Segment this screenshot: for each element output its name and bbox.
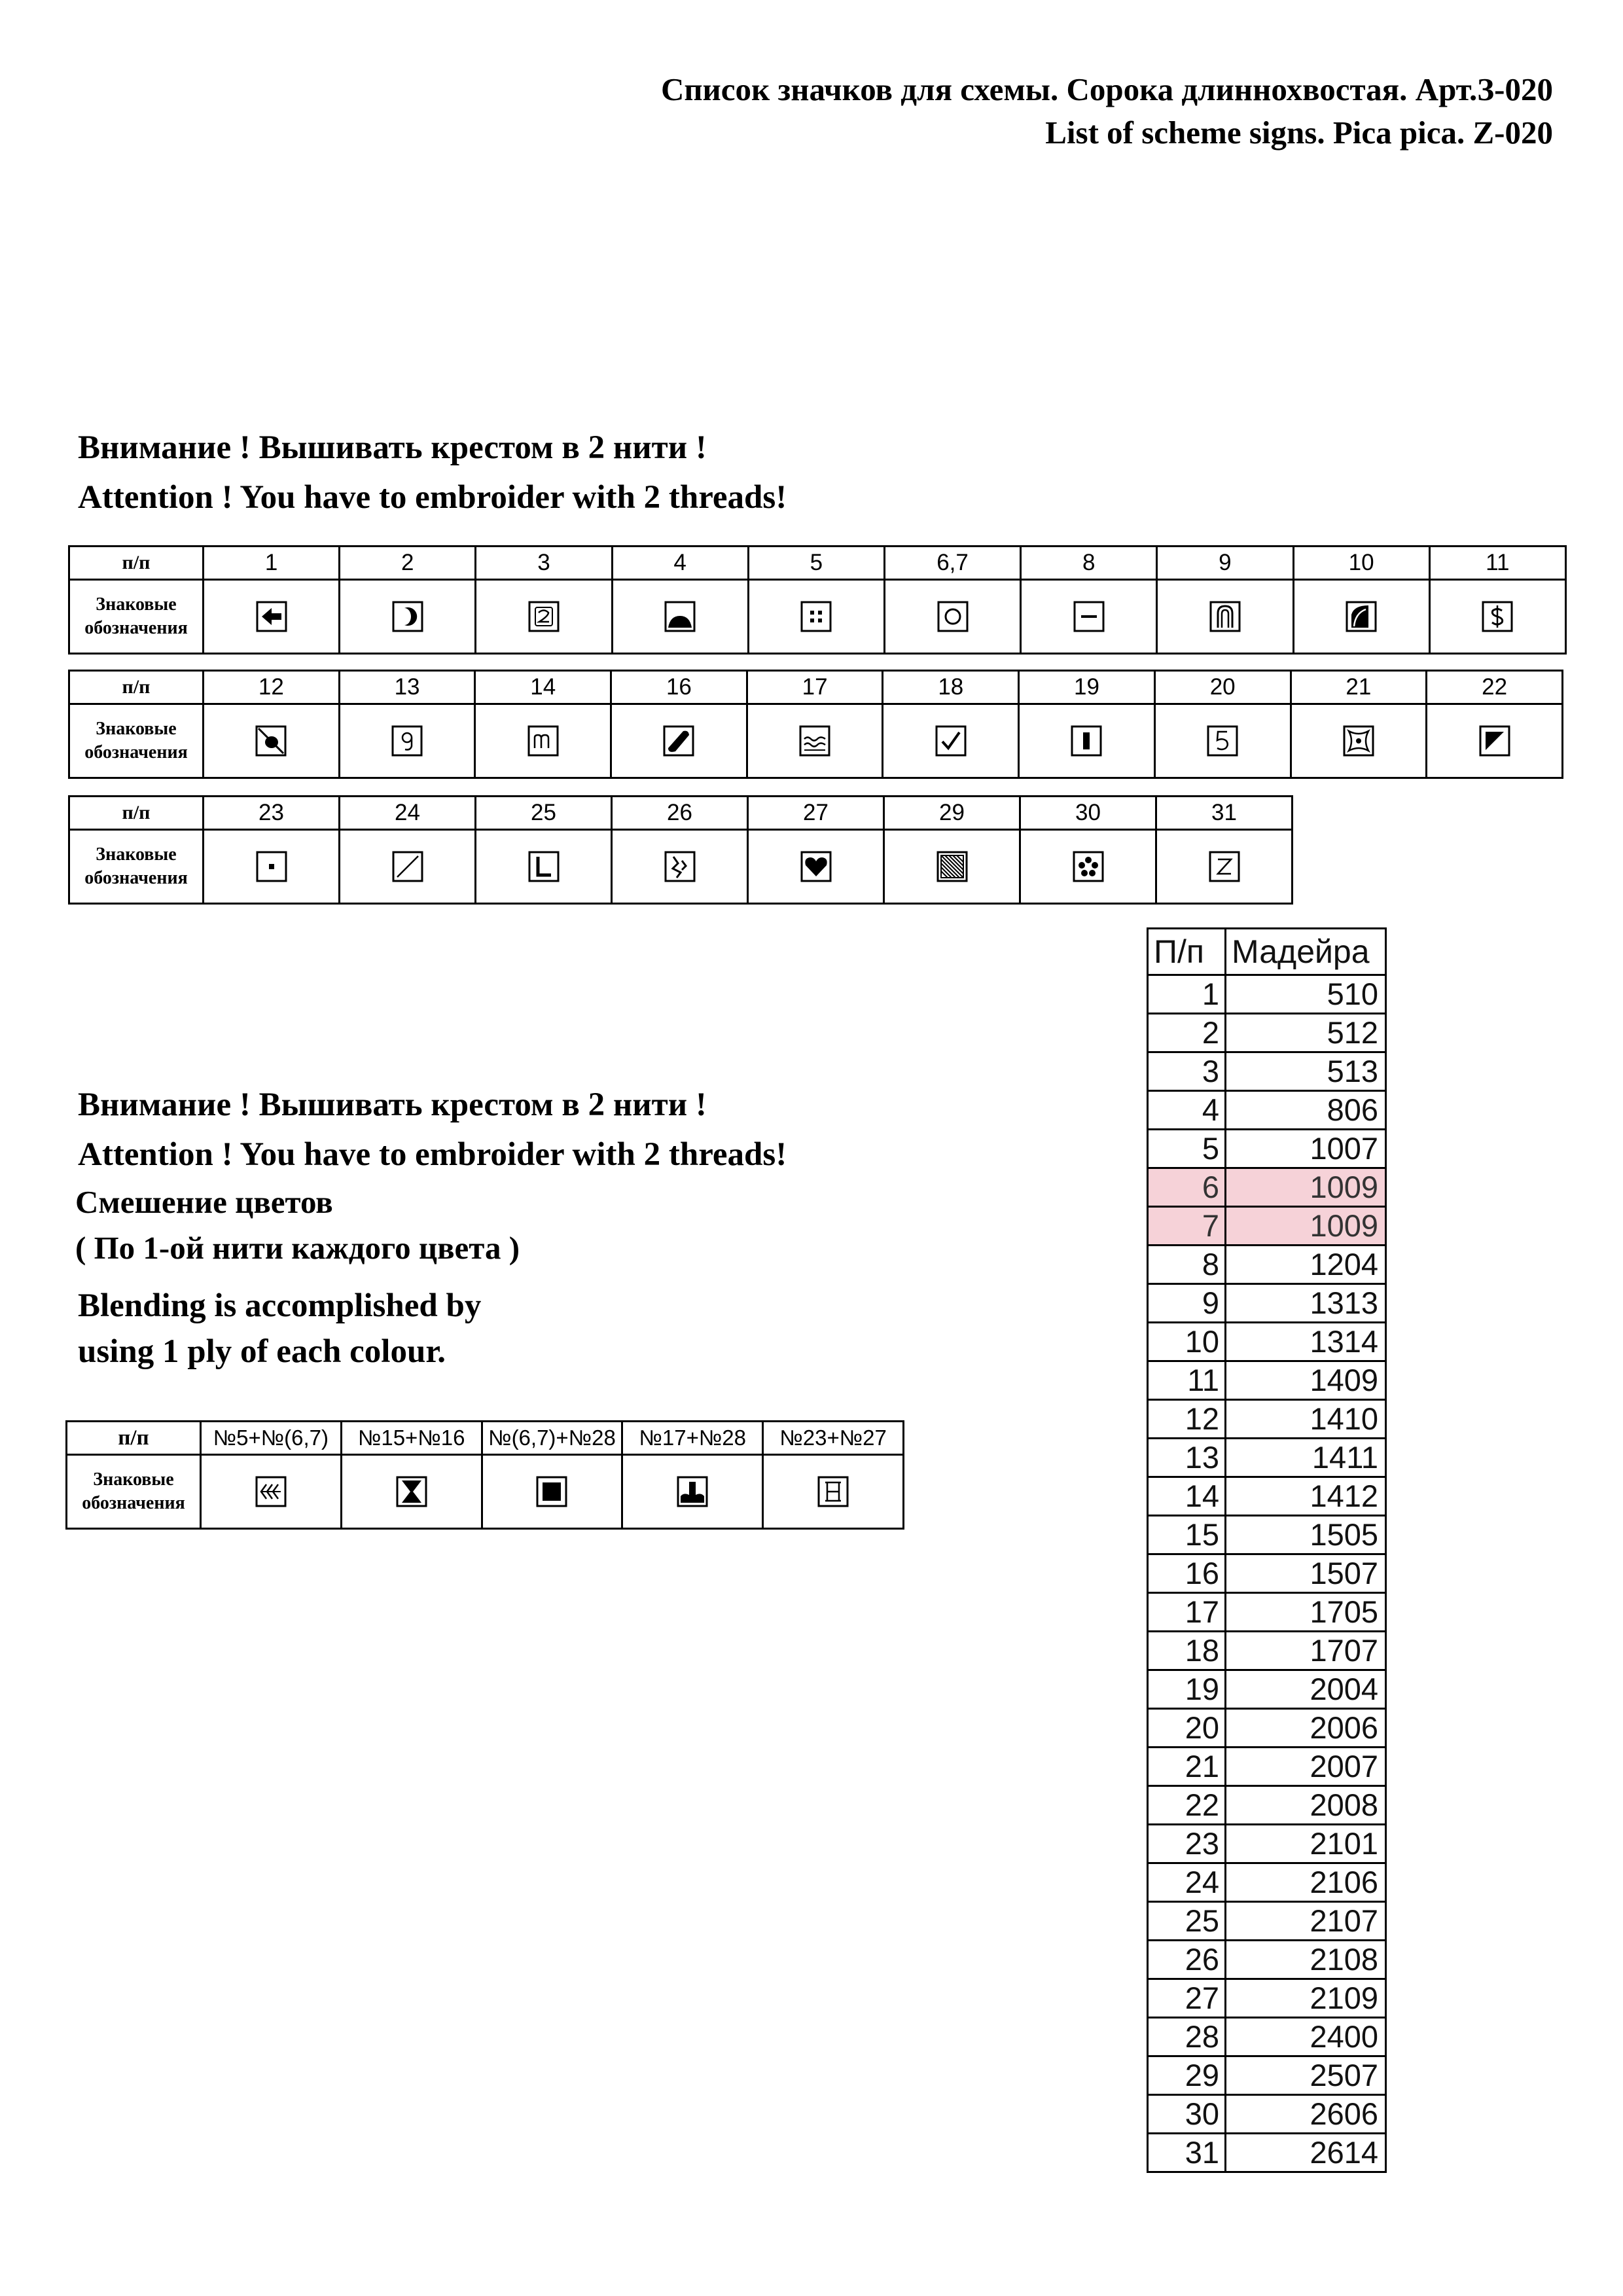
heart-icon <box>800 850 832 883</box>
sign-cell <box>748 830 884 904</box>
madeira-code: 2007 <box>1226 1748 1386 1786</box>
row-number: 7 <box>1148 1207 1226 1246</box>
row-number: 5 <box>1148 1130 1226 1168</box>
row-header-signs-label-2: обозначения <box>84 742 188 762</box>
sign-number: 27 <box>803 800 829 825</box>
sign-cell <box>1021 580 1157 654</box>
sign-number: 19 <box>1074 674 1099 700</box>
madeira-code: 1505 <box>1226 1516 1386 1554</box>
hatched-square-icon <box>936 850 969 883</box>
sign-number: №(6,7)+№28 <box>488 1426 616 1450</box>
row-number: 21 <box>1148 1748 1226 1786</box>
title-en: List of scheme signs. Pica pica. Z-020 <box>1045 115 1553 151</box>
vertical-bar-icon <box>1070 725 1103 757</box>
attention-note-bottom <box>75 1080 787 1374</box>
table-row <box>1148 1554 1386 1593</box>
madeira-code: 2106 <box>1226 1863 1386 1902</box>
row-header-number <box>69 797 204 830</box>
sign-number-cell <box>475 671 611 704</box>
row-number: 25 <box>1148 1902 1226 1941</box>
madeira-code: 1314 <box>1226 1323 1386 1361</box>
sign-cell <box>1020 830 1156 904</box>
row-header-signs-label-2: обозначения <box>82 1493 185 1513</box>
corner-triangle-icon <box>1478 725 1511 757</box>
madeira-code: 1507 <box>1226 1554 1386 1593</box>
madeira-code: 2004 <box>1226 1670 1386 1709</box>
sign-cell <box>884 830 1020 904</box>
attention-ru: Внимание ! Вышивать крестом в 2 нити ! <box>78 429 707 466</box>
row-number: 26 <box>1148 1941 1226 1979</box>
table-row <box>1148 2095 1386 2134</box>
sign-number-cell <box>622 1422 763 1455</box>
sign-cell <box>748 580 884 654</box>
table-row <box>1148 1670 1386 1709</box>
sign-number: 22 <box>1482 674 1508 700</box>
triple-chevron-icon <box>255 1475 287 1508</box>
sign-number-cell <box>748 797 884 830</box>
row-number: 31 <box>1148 2134 1226 2172</box>
letter-m-icon <box>527 725 560 757</box>
row-number: 28 <box>1148 2018 1226 2056</box>
table-row <box>1148 1323 1386 1361</box>
sign-cell <box>204 580 340 654</box>
sign-number-cell <box>476 547 612 580</box>
sign-number: 5 <box>810 550 823 575</box>
attention-ru: Внимание ! Вышивать крестом в 2 нити ! <box>78 1086 707 1123</box>
hourglass-icon <box>395 1475 428 1508</box>
flower-icon <box>1072 850 1105 883</box>
sign-number-cell <box>340 797 476 830</box>
table-row <box>1148 1748 1386 1786</box>
madeira-code: 2614 <box>1226 2134 1386 2172</box>
madeira-code: 2006 <box>1226 1709 1386 1748</box>
sign-cell <box>476 830 612 904</box>
sign-cell <box>476 580 612 654</box>
madeira-code: 1409 <box>1226 1361 1386 1400</box>
row-header-number <box>67 1422 201 1455</box>
sign-cell <box>201 1455 342 1529</box>
row-header-number <box>69 671 204 704</box>
signs-table-2 <box>68 670 1563 779</box>
dollar-sign-icon <box>1481 600 1514 633</box>
title-ru: Список значков для схемы. Сорока длиннохвостая. Арт.З-020 <box>660 71 1553 107</box>
madeira-code: 1411 <box>1226 1439 1386 1477</box>
center-dot-icon <box>255 850 288 883</box>
madeira-code: 806 <box>1226 1091 1386 1130</box>
sign-number: 30 <box>1075 800 1101 825</box>
madeira-code: 1204 <box>1226 1246 1386 1284</box>
sign-number-cell <box>884 547 1020 580</box>
table-row <box>1148 1400 1386 1439</box>
sign-cell <box>612 580 748 654</box>
sign-number: 20 <box>1209 674 1236 700</box>
madeira-code: 2008 <box>1226 1786 1386 1825</box>
sign-number-cell <box>340 547 476 580</box>
arrow-left-filled-icon <box>255 600 288 633</box>
table-row <box>1148 1863 1386 1902</box>
diagonal-blob-icon <box>255 725 287 757</box>
row-header-signs-label-1: Знаковые <box>96 594 177 615</box>
sign-cell <box>1427 704 1563 778</box>
sign-number-cell <box>884 797 1020 830</box>
sign-number: 3 <box>537 550 550 575</box>
row-number: 18 <box>1148 1632 1226 1670</box>
sign-cell <box>482 1455 622 1529</box>
letter-g-icon <box>391 725 423 757</box>
sign-number: №15+№16 <box>357 1426 465 1450</box>
sign-number: 8 <box>1082 550 1096 575</box>
table-row <box>1148 1902 1386 1941</box>
sign-number-cell <box>204 671 340 704</box>
madeira-code: 2507 <box>1226 2056 1386 2095</box>
number-row <box>67 1422 904 1455</box>
madeira-code: 1412 <box>1226 1477 1386 1516</box>
madeira-code: 2109 <box>1226 1979 1386 2018</box>
signs-table-1 <box>68 545 1567 655</box>
row-number: 15 <box>1148 1516 1226 1554</box>
row-number: 9 <box>1148 1284 1226 1323</box>
diagonal-line-icon <box>391 850 424 883</box>
table-row <box>1148 1786 1386 1825</box>
sign-cell <box>763 1455 904 1529</box>
sign-number: 21 <box>1346 674 1372 700</box>
signs-table-3 <box>68 795 1293 905</box>
row-header-signs <box>67 1455 201 1529</box>
sign-row <box>67 1455 904 1529</box>
h-bracket-icon <box>817 1475 849 1508</box>
table-row <box>1148 1014 1386 1052</box>
row-number: 17 <box>1148 1593 1226 1632</box>
number-row <box>69 671 1563 704</box>
row-number: 29 <box>1148 2056 1226 2095</box>
table-row <box>1148 1091 1386 1130</box>
madeira-code: 1313 <box>1226 1284 1386 1323</box>
row-header-signs-label-1: Знаковые <box>96 719 177 739</box>
waves-icon <box>798 725 831 757</box>
madeira-code: 2400 <box>1226 2018 1386 2056</box>
table-row <box>1148 1207 1386 1246</box>
table-row <box>1148 1130 1386 1168</box>
number-row <box>69 797 1293 830</box>
row-number: 20 <box>1148 1709 1226 1748</box>
sign-number-cell <box>763 1422 904 1455</box>
sign-number-cell <box>1020 797 1156 830</box>
row-number: 6 <box>1148 1168 1226 1207</box>
row-header-number-label: п/п <box>122 552 151 573</box>
sign-number-cell <box>748 547 884 580</box>
table-row <box>1148 1477 1386 1516</box>
sign-cell <box>204 830 340 904</box>
sign-number-cell <box>482 1422 622 1455</box>
sign-cell <box>1157 580 1293 654</box>
sign-number: 6,7 <box>936 550 969 575</box>
sprout-icon <box>676 1475 709 1508</box>
table-row <box>1148 1516 1386 1554</box>
sign-number-cell <box>201 1422 342 1455</box>
madeira-code: 510 <box>1226 975 1386 1014</box>
sign-number-cell <box>747 671 883 704</box>
sign-number-cell <box>1154 671 1291 704</box>
madeira-code: 1009 <box>1226 1207 1386 1246</box>
sign-cell <box>883 704 1019 778</box>
table-row <box>1148 1709 1386 1748</box>
horizontal-bar-icon <box>1073 600 1105 633</box>
row-number: 10 <box>1148 1323 1226 1361</box>
sign-number: 26 <box>667 800 692 825</box>
row-number: 4 <box>1148 1091 1226 1130</box>
sign-number: 29 <box>939 800 965 825</box>
sign-number-cell <box>1427 671 1563 704</box>
sign-number-cell <box>476 797 612 830</box>
row-header-signs <box>69 830 204 904</box>
sign-cell <box>339 704 475 778</box>
table-row <box>1148 1632 1386 1670</box>
sign-number-cell <box>341 1422 482 1455</box>
row-header-signs <box>69 580 204 654</box>
row-number: 1 <box>1148 975 1226 1014</box>
row-header-signs-label-2: обозначения <box>84 618 188 638</box>
sign-number: 12 <box>258 674 284 700</box>
madeira-code: 1009 <box>1226 1168 1386 1207</box>
table-row <box>1148 1052 1386 1091</box>
madeira-code: 2606 <box>1226 2095 1386 2134</box>
sign-cell <box>1154 704 1291 778</box>
sign-number: 2 <box>401 550 414 575</box>
row-number: 14 <box>1148 1477 1226 1516</box>
sign-cell <box>341 1455 482 1529</box>
sign-number-cell <box>1429 547 1565 580</box>
sign-number: 23 <box>259 800 284 825</box>
sign-number-cell <box>1157 547 1293 580</box>
sign-number: №5+№(6,7) <box>213 1426 329 1450</box>
attention-en: Attention ! You have to embroider with 2 threads! <box>78 479 787 516</box>
squiggle-icon <box>664 850 696 883</box>
sign-number: 18 <box>938 674 964 700</box>
sign-cell <box>747 704 883 778</box>
table-row <box>1148 1941 1386 1979</box>
sign-cell <box>612 830 748 904</box>
row-header-signs <box>69 704 204 778</box>
row-header-number-label: п/п <box>118 1426 149 1450</box>
sign-cell <box>1156 830 1293 904</box>
madeira-code: 512 <box>1226 1014 1386 1052</box>
table-row <box>1148 1284 1386 1323</box>
digit-five-icon <box>1206 725 1239 757</box>
blending-en-line-1: Blending is accomplished by <box>78 1287 482 1324</box>
sign-number-cell <box>204 547 340 580</box>
sign-cell <box>204 704 340 778</box>
sign-number: 31 <box>1211 800 1237 825</box>
sign-number-cell <box>339 671 475 704</box>
row-number: 19 <box>1148 1670 1226 1709</box>
table-row <box>1148 1246 1386 1284</box>
blending-ru-line-1: Смешение цветов <box>75 1184 333 1220</box>
row-header-number-label: п/п <box>122 676 151 698</box>
document-header <box>661 68 1553 154</box>
sign-number-cell <box>1021 547 1157 580</box>
sign-cell <box>622 1455 763 1529</box>
sign-cell <box>1429 580 1565 654</box>
sign-number-cell <box>612 797 748 830</box>
madeira-code: 1707 <box>1226 1632 1386 1670</box>
sign-cell <box>1291 704 1427 778</box>
blending-signs-table <box>65 1420 904 1530</box>
table-row <box>1148 2018 1386 2056</box>
attention-note-top <box>78 423 787 522</box>
madeira-code: 2101 <box>1226 1825 1386 1863</box>
sign-number: №17+№28 <box>639 1426 747 1450</box>
table-row <box>1148 1593 1386 1632</box>
crescent-moon-icon <box>391 600 424 633</box>
row-number: 13 <box>1148 1439 1226 1477</box>
sign-number-cell <box>883 671 1019 704</box>
madeira-code: 1410 <box>1226 1400 1386 1439</box>
sign-cell <box>611 704 747 778</box>
row-number: 3 <box>1148 1052 1226 1091</box>
arch-icon <box>1209 600 1241 633</box>
row-header-number-label: п/п <box>122 802 151 823</box>
letter-z-icon <box>1208 850 1241 883</box>
attention-en: Attention ! You have to embroider with 2 threads! <box>78 1136 787 1173</box>
madeira-code: 513 <box>1226 1052 1386 1091</box>
table-row <box>1148 1979 1386 2018</box>
sign-number-cell <box>1293 547 1429 580</box>
table-row <box>1148 1825 1386 1863</box>
number-row <box>69 547 1566 580</box>
circle-outline-icon <box>936 600 969 633</box>
sign-number: 11 <box>1486 550 1510 575</box>
row-number: 24 <box>1148 1863 1226 1902</box>
row-number: 12 <box>1148 1400 1226 1439</box>
madeira-code: 1007 <box>1226 1130 1386 1168</box>
sign-number: 17 <box>802 674 828 700</box>
blending-en-line-2: using 1 ply of each colour. <box>78 1333 446 1370</box>
sign-number: 25 <box>531 800 556 825</box>
madeira-code: 2107 <box>1226 1902 1386 1941</box>
table-row <box>1148 1439 1386 1477</box>
row-header-signs-label-1: Знаковые <box>93 1469 174 1490</box>
sign-row <box>69 704 1563 778</box>
sign-number-cell <box>204 797 340 830</box>
sign-number: 10 <box>1348 550 1374 575</box>
sign-number-cell <box>1156 797 1293 830</box>
cross-petal-icon <box>1342 725 1375 757</box>
row-number: 8 <box>1148 1246 1226 1284</box>
sign-number-cell <box>612 547 748 580</box>
row-number: 27 <box>1148 1979 1226 2018</box>
sign-cell <box>475 704 611 778</box>
sign-number: 16 <box>666 674 692 700</box>
row-number: 23 <box>1148 1825 1226 1863</box>
sign-cell <box>340 830 476 904</box>
filled-square-icon <box>535 1475 568 1508</box>
sign-number: 9 <box>1219 550 1232 575</box>
four-dots-icon <box>800 600 832 633</box>
sign-number-cell <box>611 671 747 704</box>
row-number: 22 <box>1148 1786 1226 1825</box>
row-number: 16 <box>1148 1554 1226 1593</box>
row-number: 2 <box>1148 1014 1226 1052</box>
sign-number-cell <box>1019 671 1155 704</box>
madeira-code: 1705 <box>1226 1593 1386 1632</box>
table-row <box>1148 1168 1386 1207</box>
column-header-no: П/п <box>1148 929 1226 975</box>
madeira-code: 2108 <box>1226 1941 1386 1979</box>
sign-number: 13 <box>394 674 420 700</box>
row-header-signs-label-2: обозначения <box>84 868 188 888</box>
sign-cell <box>1293 580 1429 654</box>
sign-number: 1 <box>264 550 278 575</box>
sign-number: №23+№27 <box>779 1426 887 1450</box>
sign-number: 14 <box>530 674 556 700</box>
table-row <box>1148 975 1386 1014</box>
row-number: 11 <box>1148 1361 1226 1400</box>
quarter-fan-icon <box>1345 600 1378 633</box>
row-header-signs-label-1: Знаковые <box>96 844 177 865</box>
column-header-madeira: Мадейра <box>1226 929 1386 975</box>
sign-cell <box>340 580 476 654</box>
sign-number-cell <box>1291 671 1427 704</box>
letter-l-icon <box>527 850 560 883</box>
table-row <box>1148 2134 1386 2172</box>
filled-pill-icon <box>662 725 695 757</box>
row-header-number <box>69 547 204 580</box>
table-row <box>1148 2056 1386 2095</box>
blending-ru-line-2: ( По 1-ой нити каждого цвета ) <box>75 1230 520 1266</box>
sign-number: 4 <box>673 550 687 575</box>
sign-cell <box>1019 704 1155 778</box>
sign-row <box>69 830 1293 904</box>
sign-number: 24 <box>395 800 420 825</box>
row-number: 30 <box>1148 2095 1226 2134</box>
check-mark-icon <box>935 725 967 757</box>
outlined-two-icon <box>527 600 560 633</box>
sign-cell <box>884 580 1020 654</box>
madeira-color-table <box>1147 927 1387 2173</box>
dome-bottom-icon <box>664 600 696 633</box>
table-row <box>1148 1361 1386 1400</box>
sign-row <box>69 580 1566 654</box>
